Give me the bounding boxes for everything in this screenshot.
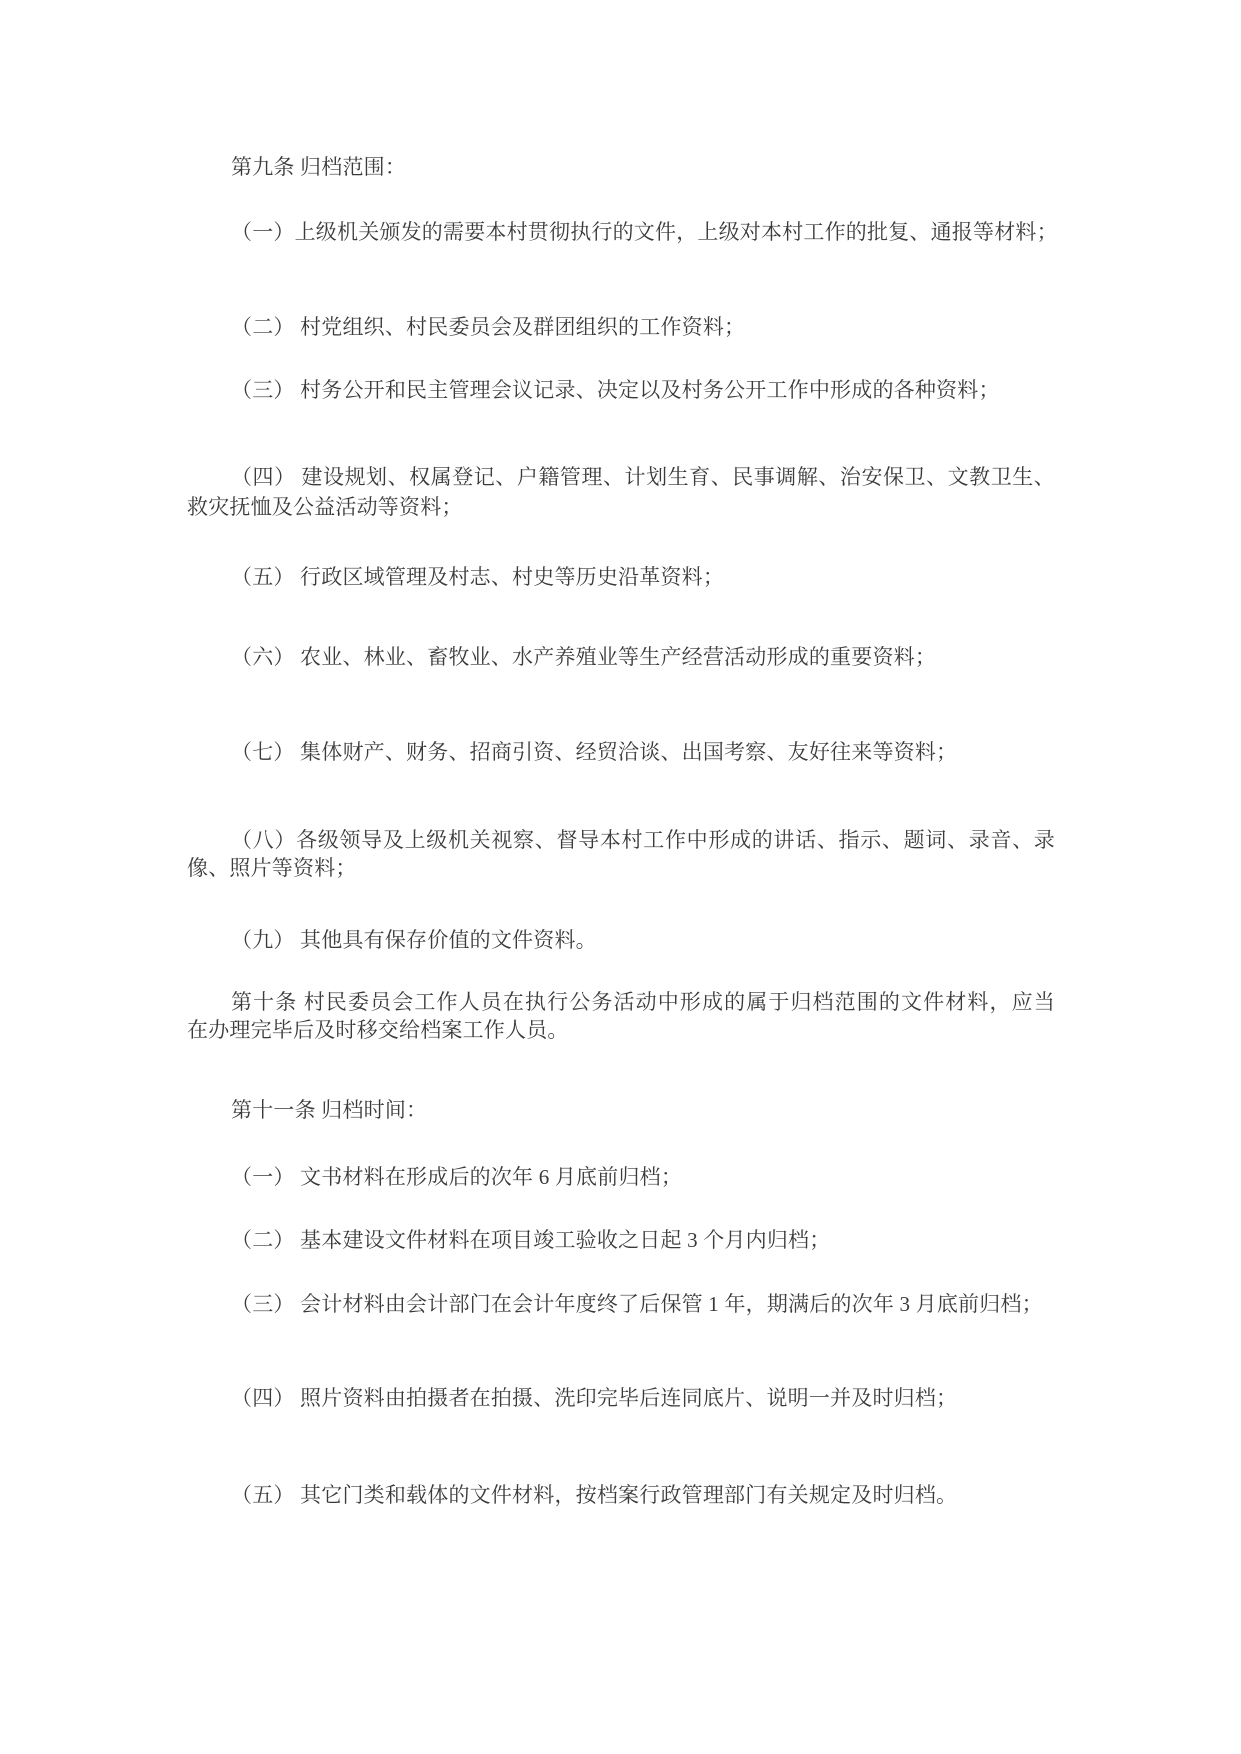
article-11-item-1: （一） 文书材料在形成后的次年 6 月底前归档； [231, 1165, 683, 1189]
article-9-item-3: （三） 村务公开和民主管理会议记录、决定以及村务公开工作中形成的各种资料； [231, 378, 1000, 402]
article-9-heading: 第九条 归档范围： [231, 155, 407, 179]
article-9-item-9: （九） 其他具有保存价值的文件资料。 [231, 928, 597, 952]
article-11-heading: 第十一条 归档时间： [231, 1098, 428, 1122]
article-9-item-1: （一）上级机关颁发的需要本村贯彻执行的文件，上级对本村工作的批复、通报等材料； [231, 220, 1058, 244]
article-9-item-8-line-2: 像、照片等资料； [187, 856, 357, 880]
article-11-item-4: （四） 照片资料由拍摄者在拍摄、洗印完毕后连同底片、说明一并及时归档； [231, 1386, 958, 1410]
article-9-item-4-line-1: （四） 建设规划、权属登记、户籍管理、计划生育、民事调解、治安保卫、文教卫生、 [231, 465, 1055, 489]
article-11-item-2: （二） 基本建设文件材料在项目竣工验收之日起 3 个月内归档； [231, 1228, 831, 1252]
article-10-line-1: 第十条 村民委员会工作人员在执行公务活动中形成的属于归档范围的文件材料，应当 [231, 990, 1055, 1014]
article-10-line-2: 在办理完毕后及时移交给档案工作人员。 [187, 1018, 569, 1042]
article-9-item-4-line-2: 救灾抚恤及公益活动等资料； [187, 495, 463, 519]
article-9-item-7: （七） 集体财产、财务、招商引资、经贸洽谈、出国考察、友好往来等资料； [231, 740, 958, 764]
article-11-item-5: （五） 其它门类和载体的文件材料，按档案行政管理部门有关规定及时归档。 [231, 1483, 958, 1507]
article-9-item-2: （二） 村党组织、村民委员会及群团组织的工作资料； [231, 315, 746, 339]
article-11-item-3: （三） 会计材料由会计部门在会计年度终了后保管 1 年，期满后的次年 3 月底前归档； [231, 1292, 1043, 1316]
article-9-item-8-line-1: （八）各级领导及上级机关视察、督导本村工作中形成的讲话、指示、题词、录音、录 [231, 828, 1055, 852]
article-9-item-6: （六） 农业、林业、畜牧业、水产养殖业等生产经营活动形成的重要资料； [231, 645, 937, 669]
article-9-item-5: （五） 行政区域管理及村志、村史等历史沿革资料； [231, 565, 725, 589]
